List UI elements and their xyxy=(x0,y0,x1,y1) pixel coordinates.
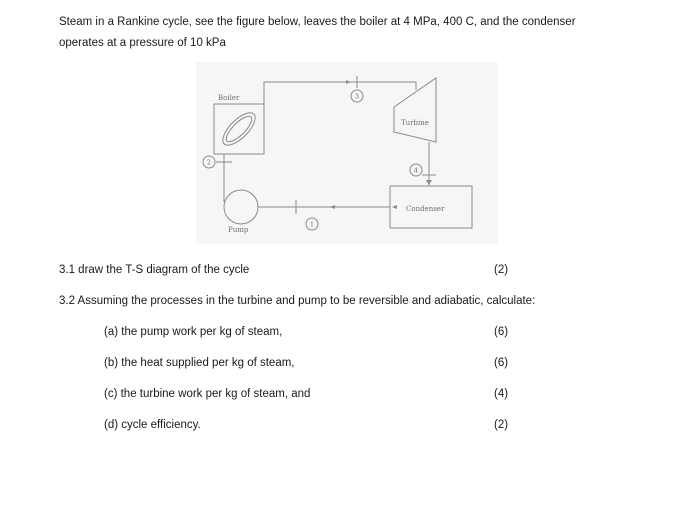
part-c-marks: (4) xyxy=(494,388,509,400)
question-3-1: 3.1 draw the T-S diagram of the cycle xyxy=(59,264,250,276)
problem-statement xyxy=(59,12,659,54)
problem-line-1: Steam in a Rankine cycle, see the figure below, leaves the boiler at 4 MPa, 400 C, and the condenser xyxy=(59,16,576,28)
problem-line-2: operates at a pressure of 10 kPa xyxy=(59,37,226,49)
pump-label: Pump xyxy=(228,226,249,234)
part-b: (b) the heat supplied per kg of steam, xyxy=(104,357,295,369)
part-a-marks: (6) xyxy=(494,326,509,338)
state-1-label: 1 xyxy=(309,220,315,229)
state-3-label: 3 xyxy=(354,92,360,101)
part-d: (d) cycle efficiency. xyxy=(104,419,201,431)
question-3-2: 3.2 Assuming the processes in the turbine and pump to be reversible and adiabatic, calculate: xyxy=(59,295,536,307)
part-b-marks: (6) xyxy=(494,357,509,369)
part-d-marks: (2) xyxy=(494,419,509,431)
state-4-label: 4 xyxy=(413,166,419,175)
figure-background xyxy=(196,62,498,244)
condenser-label: Condenser xyxy=(406,205,445,213)
state-2-label: 2 xyxy=(206,158,212,167)
boiler-label: Boiler xyxy=(218,94,240,102)
turbine-label: Turbine xyxy=(401,119,429,127)
question-3-1-marks: (2) xyxy=(494,264,509,276)
part-c: (c) the turbine work per kg of steam, and xyxy=(104,388,311,400)
rankine-cycle-figure xyxy=(196,62,498,244)
part-a: (a) the pump work per kg of steam, xyxy=(104,326,283,338)
